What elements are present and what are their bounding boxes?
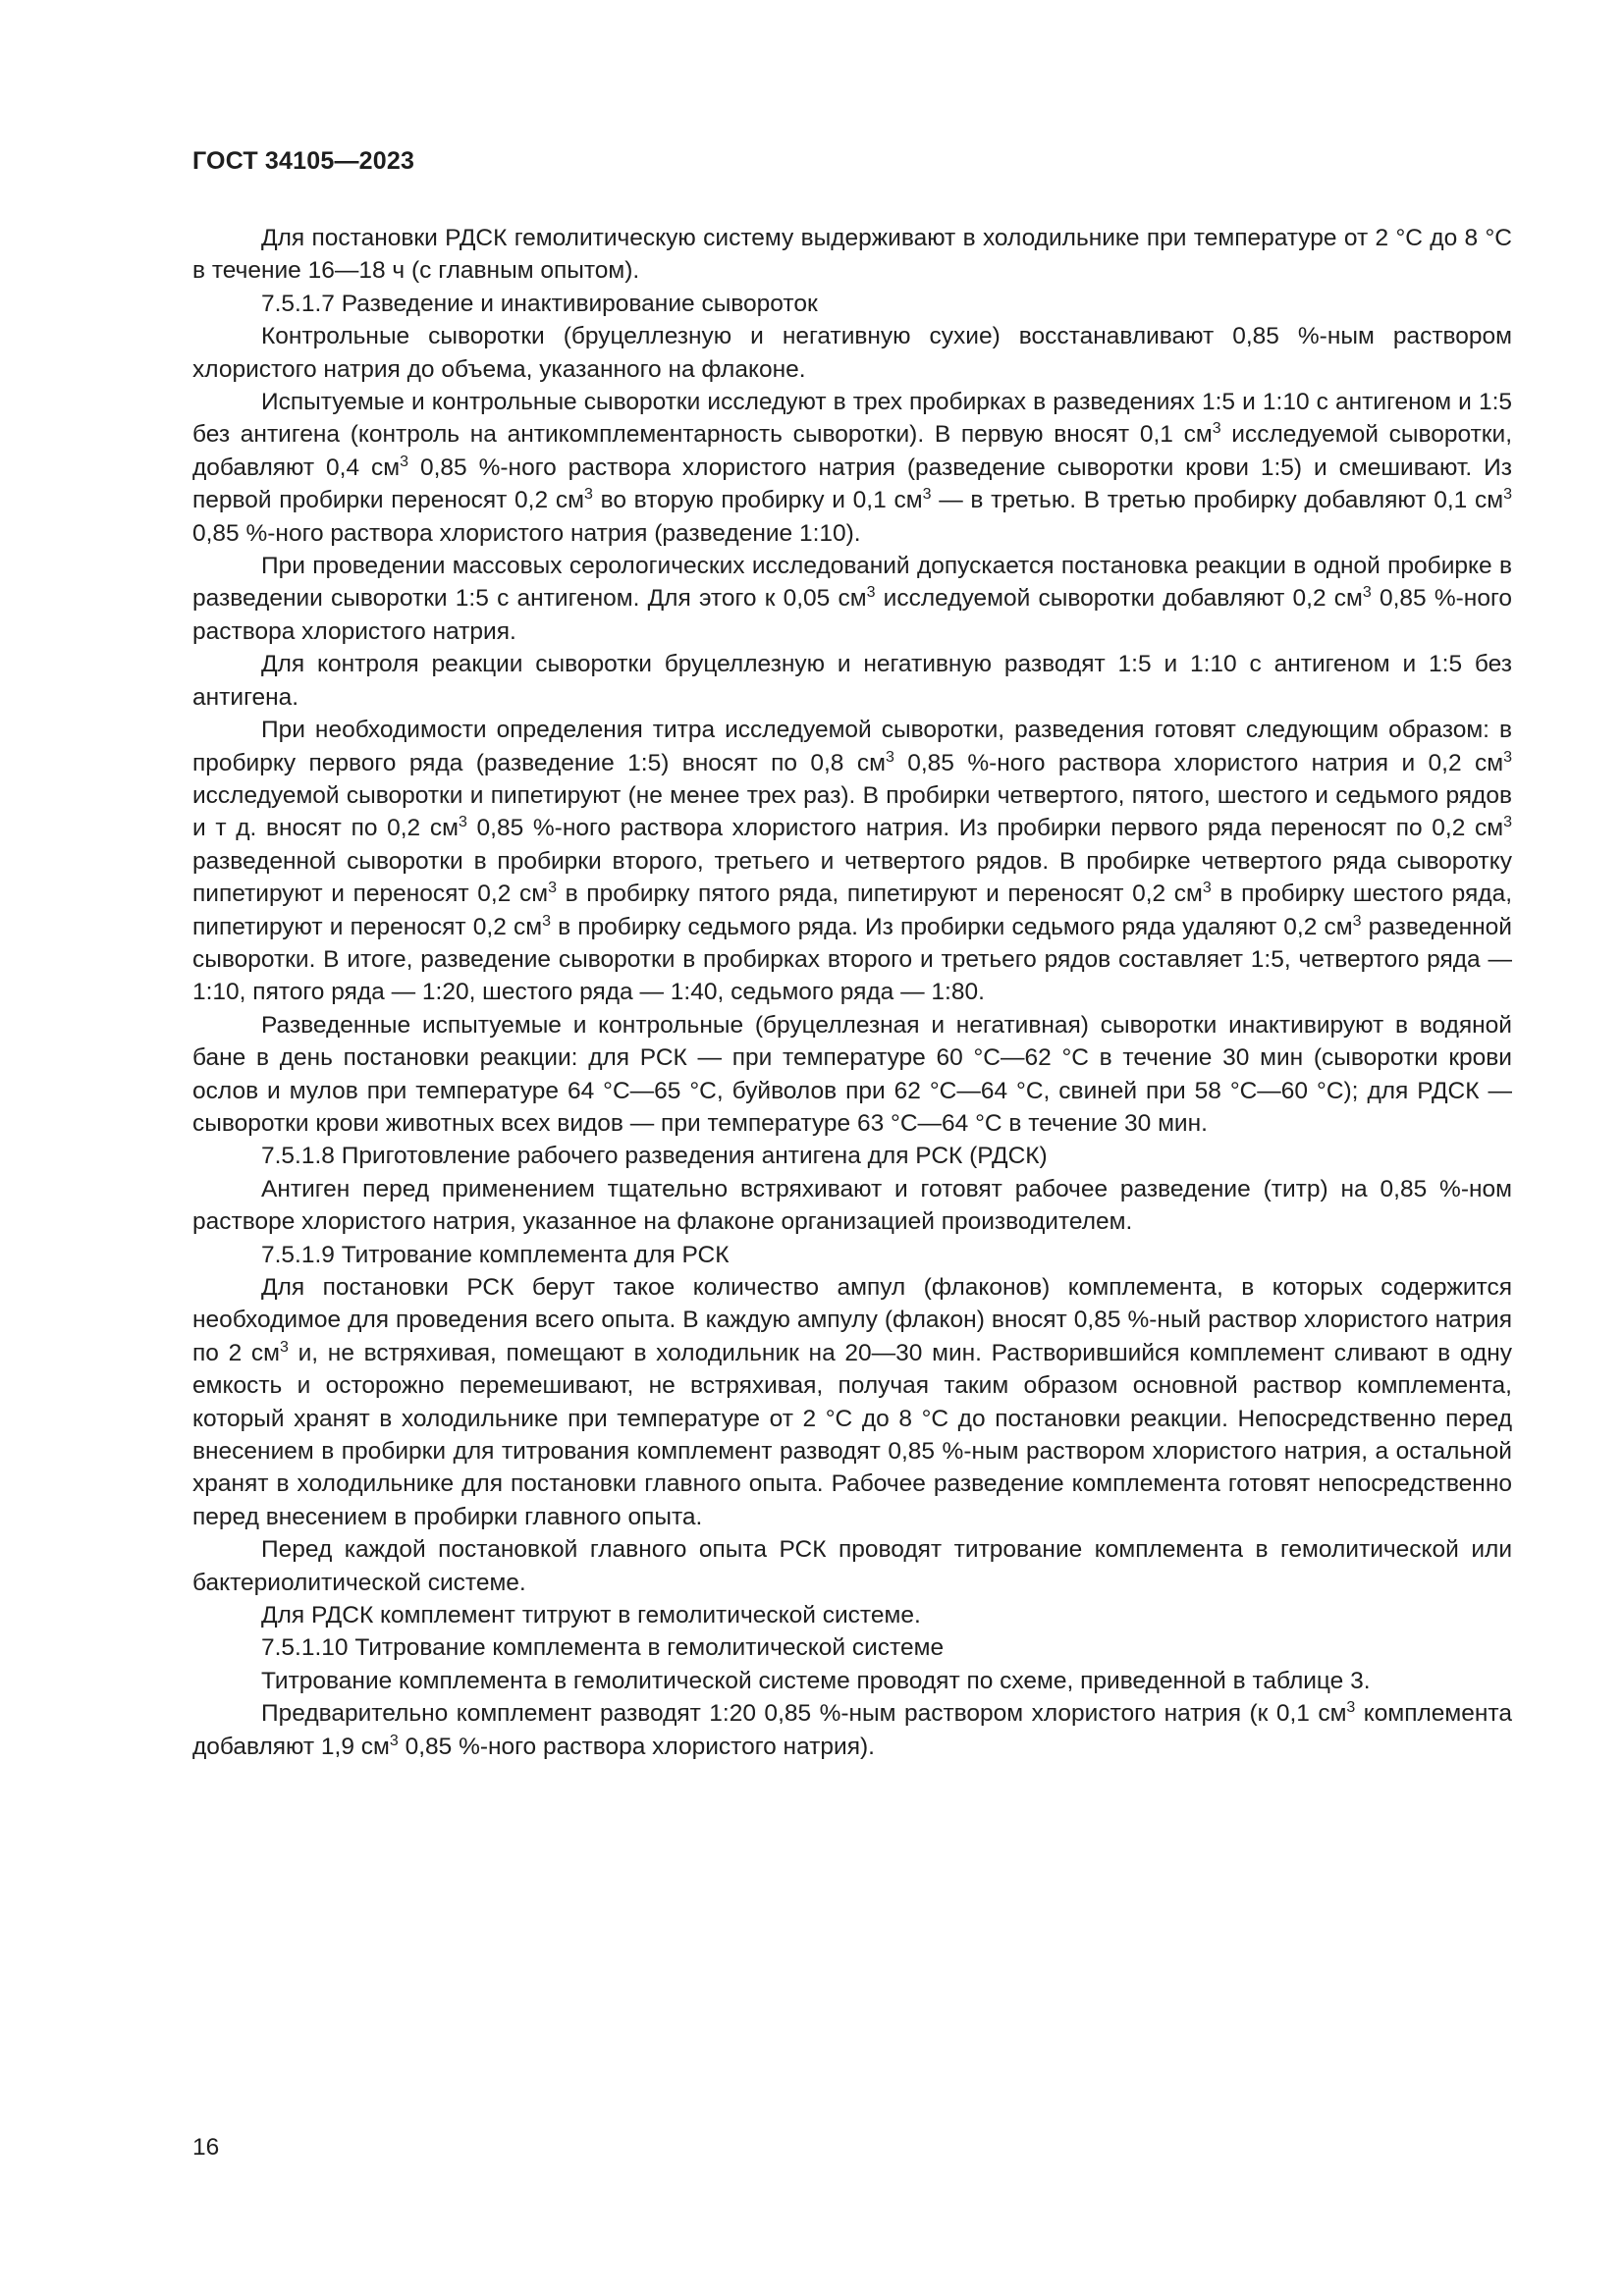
paragraph-text: и, не встряхивая, помещают в холодильник на 20—30 мин. Растворившийся комплемент сливают в одну емкость и осторожно перемешивают, не встряхивая, получая таким образом основной раствор комплемента, который хранят в холодильнике при температуре от 2 °С до 8 °С до постановки реакции. Непосредственно перед внесением в пробирки для титрования комплемент разводят 0,85 %-ным раствором хлористого натрия, а остальной хранят в холодильнике для постановки главного опыта. Рабочее разведение комплемента готовят непосредственно перед внесением в пробирки главного опыта. (192, 1339, 1513, 1530)
superscript-unit: 3 (389, 1732, 399, 1749)
superscript-unit: 3 (1352, 912, 1362, 930)
paragraph-text: разведенной сыворотки. В итоге, разведение сыворотки в пробирках второго и третьего рядов составляет 1:5, четвертого ряда — 1:10, пятого ряда — 1:20, шестого ряда — 1:40, седьмого ряда — 1:80. (192, 913, 1512, 1006)
paragraph (192, 1009, 1512, 1141)
paragraph (192, 386, 1512, 550)
paragraph-text: Для контроля реакции сыворотки бруцеллезную и негативную разводят 1:5 и 1:10 с антигеном и 1:5 без антигена. (192, 651, 1512, 711)
paragraph-text: 7.5.1.7 Разведение и инактивирование сывороток (261, 290, 818, 317)
superscript-unit: 3 (1503, 486, 1512, 504)
superscript-unit: 3 (1346, 1699, 1356, 1717)
paragraph-text: Перед каждой постановкой главного опыта РСК проводят титрование комплемента в гемолитической или бактериолитической системе. (192, 1536, 1512, 1596)
document-header: ГОСТ 34105—2023 (192, 147, 415, 175)
paragraph-text: Испытуемые и контрольные сыворотки исследуют в трех пробирках в разведениях 1:5 и 1:10 с антигеном и 1:5 без антигена (контроль на антикомплементарность сыворотки). В первую вносят 0,1 см (192, 389, 1512, 449)
paragraph-text: 7.5.1.10 Титрование комплемента в гемолитической системе (261, 1634, 945, 1662)
superscript-unit: 3 (583, 486, 593, 504)
paragraph (192, 1239, 1512, 1271)
paragraph-text: 7.5.1.8 Приготовление рабочего разведения антигена для РСК (РДСК) (261, 1143, 1048, 1170)
paragraph-text: Для постановки РДСК гемолитическую систему выдерживают в холодильнике при температуре от 2 °С до 8 °С в течение 16—18 ч (с главным опытом). (192, 225, 1512, 285)
superscript-unit: 3 (458, 814, 467, 831)
paragraph-text: 0,85 %-ного раствора хлористого натрия. (192, 585, 1512, 645)
paragraph-text: Предварительно комплемент разводят 1:20 0,85 %-ным раствором хлористого натрия (к 0,1 см (261, 1700, 1347, 1728)
paragraph (192, 222, 1512, 288)
paragraph-text: комплемента добавляют 1,9 см (192, 1700, 1512, 1760)
paragraph (192, 288, 1512, 320)
page-number: 16 (192, 2134, 220, 2161)
paragraph-text: 0,85 %-ного раствора хлористого натрия. Из пробирки первого ряда переносят по 0,2 см (466, 815, 1504, 842)
paragraph-text: При необходимости определения титра исследуемой сыворотки, разведения готовят следующим образом: в пробирку первого ряда (разведение 1:5) вносят по 0,8 см (192, 717, 1512, 776)
superscript-unit: 3 (866, 584, 876, 602)
superscript-unit: 3 (1503, 814, 1512, 831)
paragraph-text: Разведенные испытуемые и контрольные (бруцеллезная и негативная) сыворотки инактивируют в водяной бане в день постановки реакции: для РСК — при температуре 60 °С—62 °С в течение 30 мин (сыворотки крови ослов и мулов при температуре 64 °С—65 °С, буйволов при 62 °С—64 °С, свиней при 58 °С—60 °С); для РДСК — сыворотки крови животных всех видов — при температуре 63 °С—64 °С в течение 30 мин. (192, 1011, 1512, 1137)
superscript-unit: 3 (885, 748, 894, 766)
paragraph-text: Для постановки РСК берут такое количество ампул (флаконов) комплемента, в которых содержится необходимое для проведения всего опыта. В каждую ампулу (флакон) вносят 0,85 %-ный раствор хлористого натрия по 2 см (192, 1274, 1512, 1366)
paragraph-text: разведенной сыворотки в пробирки второго, третьего и четвертого рядов. В пробирке четвертого ряда сыворотку пипетируют и переносят 0,2 см (192, 847, 1512, 908)
superscript-unit: 3 (400, 453, 409, 470)
paragraph (192, 1697, 1512, 1763)
paragraph-text: исследуемой сыворотки и пипетируют (не менее трех раз). В пробирки четвертого, пятого, шестого и седьмого рядов и т д. вносят по 0,2 см (192, 781, 1512, 842)
paragraph-text: 0,85 %-ного раствора хлористого натрия и 0,2 см (893, 749, 1504, 776)
paragraph-text: Титрование комплемента в гемолитической системе проводят по схеме, приведенной в таблице 3. (261, 1667, 1371, 1694)
paragraph-text: Антиген перед применением тщательно встряхивают и готовят рабочее разведение (титр) на 0,85 %-ном растворе хлористого натрия, указанное на флаконе организацией производителем. (192, 1175, 1512, 1236)
paragraph (192, 1665, 1512, 1697)
document-body (192, 222, 1512, 1763)
paragraph-text: в пробирку шестого ряда, пипетируют и переносят 0,2 см (192, 881, 1513, 940)
paragraph (192, 1173, 1512, 1239)
superscript-unit: 3 (1212, 420, 1221, 438)
paragraph (192, 1533, 1512, 1599)
paragraph-text: 0,85 %-ного раствора хлористого натрия (разведение 1:10). (192, 519, 861, 547)
superscript-unit: 3 (1362, 584, 1372, 602)
paragraph (192, 1140, 1512, 1172)
superscript-unit: 3 (1503, 748, 1512, 766)
paragraph (192, 550, 1512, 648)
superscript-unit: 3 (548, 880, 557, 897)
paragraph-text: Контрольные сыворотки (бруцеллезную и негативную сухие) восстанавливают 0,85 %-ным раствором хлористого натрия до объема, указанного на флаконе. (192, 323, 1512, 383)
paragraph-text: 7.5.1.9 Титрование комплемента для РСК (261, 1241, 730, 1268)
paragraph (192, 1271, 1512, 1533)
superscript-unit: 3 (542, 912, 551, 930)
paragraph-text: во вторую пробирку и 0,1 см (592, 487, 923, 514)
paragraph-text: исследуемой сыворотки добавляют 0,2 см (875, 585, 1363, 613)
paragraph-text: Для РДСК комплемент титруют в гемолитической системе. (261, 1602, 921, 1629)
paragraph-text: При проведении массовых серологических исследований допускается постановка реакции в одной пробирке в разведении сыворотки 1:5 с антигеном. Для этого к 0,05 см (192, 553, 1512, 613)
superscript-unit: 3 (1202, 880, 1212, 897)
paragraph (192, 320, 1512, 386)
paragraph-text: 0,85 %-ного раствора хлористого натрия). (398, 1733, 875, 1760)
paragraph-text: в пробирку седьмого ряда. Из пробирки седьмого ряда удаляют 0,2 см (550, 913, 1353, 940)
superscript-unit: 3 (280, 1338, 289, 1356)
paragraph (192, 1631, 1512, 1664)
paragraph-text: исследуемой сыворотки, добавляют 0,4 см (192, 421, 1512, 481)
paragraph (192, 648, 1512, 714)
paragraph-text: в пробирку пятого ряда, пипетируют и переносят 0,2 см (556, 881, 1203, 908)
paragraph-text: 0,85 %-ного раствора хлористого натрия (разведение сыворотки крови 1:5) и смешивают. Из первой пробирки переносят 0,2 см (192, 454, 1512, 514)
paragraph-text: — в третью. В третью пробирку добавляют 0,1 см (931, 487, 1504, 514)
paragraph (192, 714, 1512, 1009)
superscript-unit: 3 (922, 486, 932, 504)
paragraph (192, 1599, 1512, 1631)
